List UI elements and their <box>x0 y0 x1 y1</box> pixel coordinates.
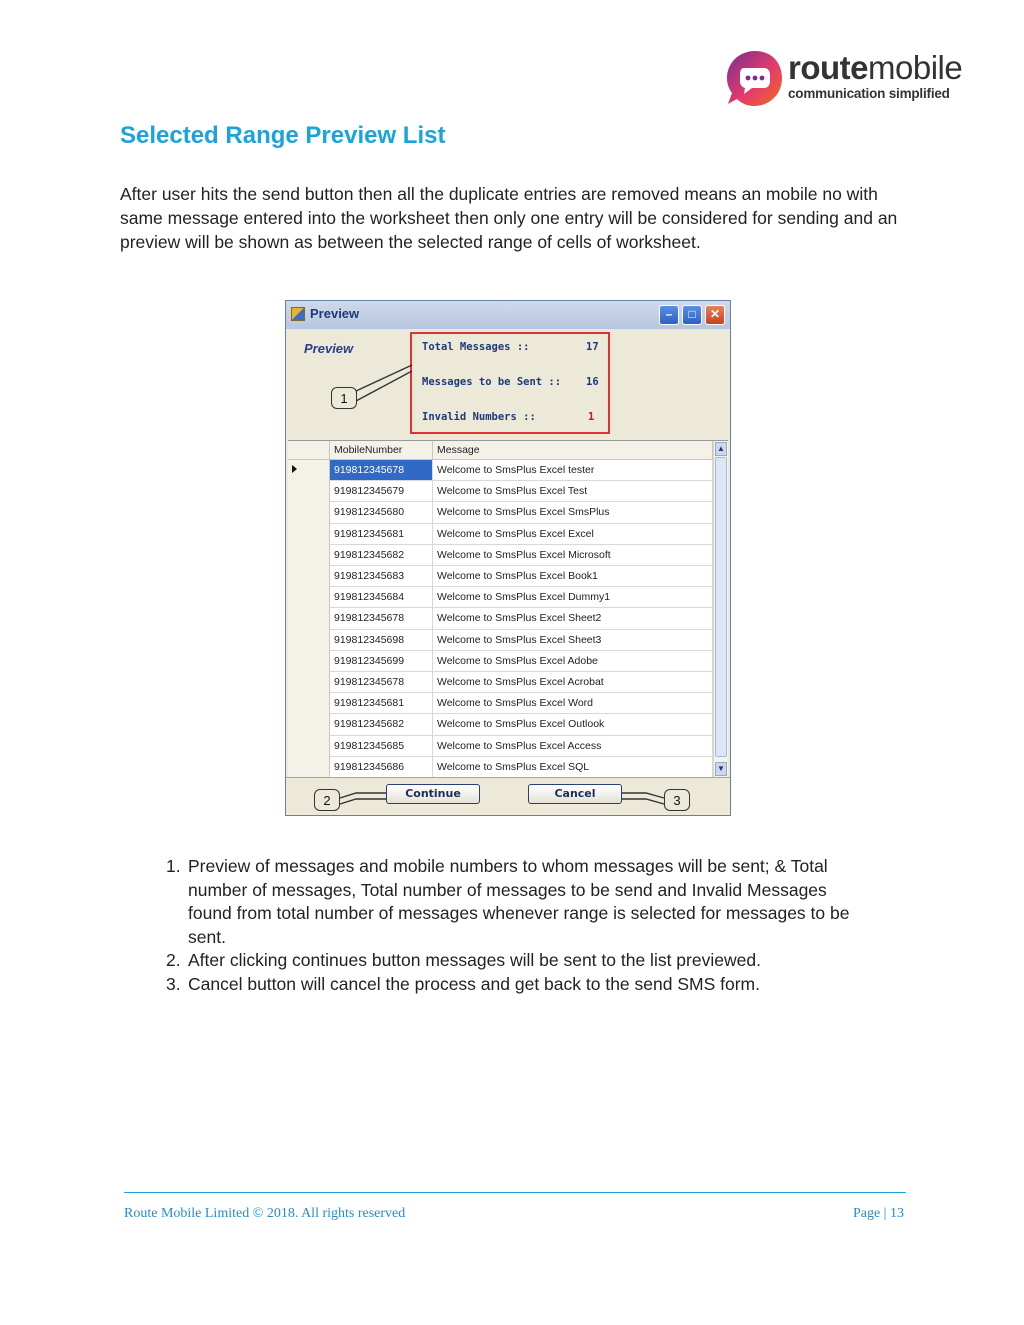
scroll-thumb[interactable] <box>715 457 727 757</box>
mobile-number-cell[interactable]: 919812345683 <box>330 566 433 587</box>
page-heading: Selected Range Preview List <box>120 122 446 149</box>
message-cell[interactable]: Welcome to SmsPlus Excel tester <box>433 460 713 481</box>
table-row[interactable] <box>288 460 713 481</box>
mobile-number-cell[interactable]: 919812345685 <box>330 736 433 757</box>
message-cell[interactable]: Welcome to SmsPlus Excel Sheet2 <box>433 608 713 629</box>
invalid-numbers-label: Invalid Numbers :: <box>422 411 536 423</box>
mobile-number-cell[interactable]: 919812345680 <box>330 502 433 523</box>
table-row[interactable] <box>288 630 713 651</box>
row-header[interactable] <box>288 651 330 672</box>
scroll-down-icon[interactable]: ▼ <box>715 762 727 776</box>
message-cell[interactable]: Welcome to SmsPlus Excel SmsPlus <box>433 502 713 523</box>
window-title: Preview <box>310 306 360 321</box>
message-cell[interactable]: Welcome to SmsPlus Excel SQL <box>433 757 713 777</box>
row-header[interactable] <box>288 502 330 523</box>
row-header[interactable] <box>288 587 330 608</box>
mobile-number-cell[interactable]: 919812345678 <box>330 460 433 481</box>
preview-label: Preview <box>304 341 354 356</box>
mobile-number-cell[interactable]: 919812345678 <box>330 608 433 629</box>
note-text: Cancel button will cancel the process and get back to the send SMS form. <box>188 973 760 994</box>
message-cell[interactable]: Welcome to SmsPlus Excel Acrobat <box>433 672 713 693</box>
callout-2: 2 <box>314 789 340 811</box>
messages-to-send-value: 16 <box>586 376 599 388</box>
note-item <box>166 855 866 949</box>
cancel-button[interactable]: Cancel <box>528 784 622 804</box>
current-row-arrow-icon <box>292 465 297 473</box>
intro-paragraph: After user hits the send button then all the duplicate entries are removed means an mobile no with same message entered into the worksheet then only one entry will be considered for sending and an preview will be shown as between the selected range of cells of worksheet. <box>120 184 898 252</box>
mobile-number-cell[interactable]: 919812345681 <box>330 693 433 714</box>
table-row[interactable] <box>288 608 713 629</box>
footer-divider <box>124 1192 906 1193</box>
table-row[interactable] <box>288 714 713 735</box>
column-header-message[interactable]: Message <box>433 441 713 460</box>
callout-1: 1 <box>331 387 357 409</box>
table-row[interactable] <box>288 672 713 693</box>
logo-brand-light: mobile <box>868 49 963 86</box>
message-cell[interactable]: Welcome to SmsPlus Excel Book1 <box>433 566 713 587</box>
note-item <box>166 973 866 997</box>
mobile-number-cell[interactable]: 919812345699 <box>330 651 433 672</box>
company-logo <box>724 46 964 116</box>
total-messages-label: Total Messages :: <box>422 341 530 353</box>
message-cell[interactable]: Welcome to SmsPlus Excel Outlook <box>433 714 713 735</box>
message-cell[interactable]: Welcome to SmsPlus Excel Microsoft <box>433 545 713 566</box>
maximize-button[interactable]: □ <box>682 305 702 325</box>
footer-page-number: Page | 13 <box>852 1206 904 1221</box>
message-cell[interactable]: Welcome to SmsPlus Excel Adobe <box>433 651 713 672</box>
continue-button[interactable]: Continue <box>386 784 480 804</box>
button-separator <box>286 777 730 778</box>
messages-to-send-label: Messages to be Sent :: <box>422 376 562 388</box>
mobile-number-cell[interactable]: 919812345682 <box>330 545 433 566</box>
logo-tagline: communication simplified <box>788 86 950 101</box>
table-row[interactable] <box>288 481 713 502</box>
mobile-number-cell[interactable]: 919812345684 <box>330 587 433 608</box>
table-row[interactable] <box>288 545 713 566</box>
close-button[interactable]: ✕ <box>705 305 725 325</box>
row-header[interactable] <box>288 460 330 481</box>
table-row[interactable] <box>288 587 713 608</box>
row-header[interactable] <box>288 714 330 735</box>
message-cell[interactable]: Welcome to SmsPlus Excel Sheet3 <box>433 630 713 651</box>
table-row[interactable] <box>288 524 713 545</box>
mobile-number-cell[interactable]: 919812345682 <box>330 714 433 735</box>
grid-corner-header <box>288 441 330 460</box>
preview-window <box>285 300 731 816</box>
row-header[interactable] <box>288 672 330 693</box>
table-row[interactable] <box>288 566 713 587</box>
row-header[interactable] <box>288 608 330 629</box>
row-header[interactable] <box>288 693 330 714</box>
note-text: After clicking continues button messages will be sent to the list previewed. <box>188 950 761 970</box>
column-header-mobile-number[interactable]: MobileNumber <box>330 441 433 460</box>
mobile-number-cell[interactable]: 919812345678 <box>330 672 433 693</box>
message-cell[interactable]: Welcome to SmsPlus Excel Test <box>433 481 713 502</box>
table-row[interactable] <box>288 757 713 777</box>
scroll-up-icon[interactable]: ▲ <box>715 442 727 456</box>
notes-list <box>166 855 866 996</box>
note-number: 2. <box>166 950 181 970</box>
row-header[interactable] <box>288 545 330 566</box>
logo-brand-bold: route <box>788 49 868 86</box>
row-header[interactable] <box>288 757 330 777</box>
mobile-number-cell[interactable]: 919812345698 <box>330 630 433 651</box>
mobile-number-cell[interactable]: 919812345686 <box>330 757 433 777</box>
table-row[interactable] <box>288 693 713 714</box>
message-cell[interactable]: Welcome to SmsPlus Excel Word <box>433 693 713 714</box>
preview-grid <box>288 440 728 777</box>
message-cell[interactable]: Welcome to SmsPlus Excel Access <box>433 736 713 757</box>
row-header[interactable] <box>288 566 330 587</box>
table-row[interactable] <box>288 651 713 672</box>
callout-3: 3 <box>664 789 690 811</box>
note-item <box>166 949 866 973</box>
route-mobile-logo-icon <box>724 48 786 110</box>
row-header[interactable] <box>288 630 330 651</box>
footer-copyright: Route Mobile Limited © 2018. All rights reserved <box>124 1206 406 1221</box>
grid-scrollbar[interactable] <box>713 441 728 777</box>
message-cell[interactable]: Welcome to SmsPlus Excel Excel <box>433 524 713 545</box>
note-number: 1. <box>166 856 181 876</box>
row-header[interactable] <box>288 736 330 757</box>
row-header[interactable] <box>288 481 330 502</box>
table-row[interactable] <box>288 736 713 757</box>
table-row[interactable] <box>288 502 713 523</box>
message-cell[interactable]: Welcome to SmsPlus Excel Dummy1 <box>433 587 713 608</box>
row-header[interactable] <box>288 524 330 545</box>
total-messages-value: 17 <box>586 341 599 353</box>
invalid-numbers-value: 1 <box>588 411 595 423</box>
note-text: Preview of messages and mobile numbers to whom messages will be sent; & Total number of messages, Total number of messages to be send and Invalid Messages found from total number of messages whenever range is selected for messages to be sent. <box>188 856 850 947</box>
minimize-button[interactable]: – <box>659 305 679 325</box>
mobile-number-cell[interactable]: 919812345681 <box>330 524 433 545</box>
mobile-number-cell[interactable]: 919812345679 <box>330 481 433 502</box>
note-number: 3. <box>166 973 181 994</box>
logo-wordmark <box>788 50 962 86</box>
